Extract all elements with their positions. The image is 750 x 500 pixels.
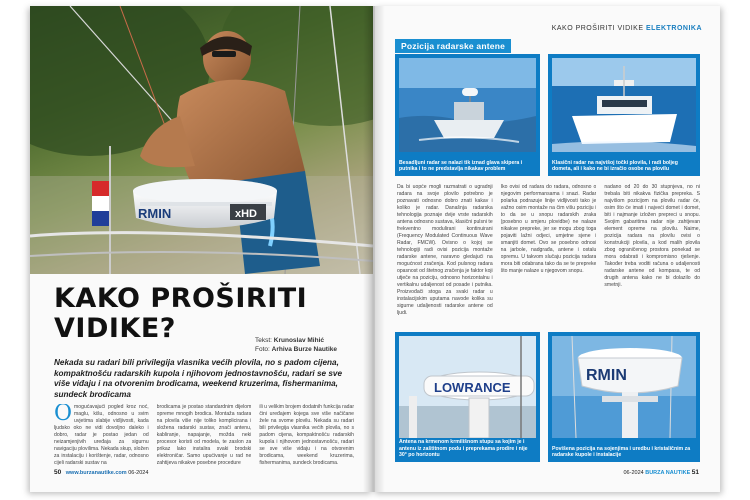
photo-box-3 bbox=[395, 332, 540, 462]
left-page bbox=[30, 6, 373, 492]
article-credits bbox=[255, 336, 337, 354]
hero-photo-illustration bbox=[30, 6, 373, 274]
hero-radar-brand: RMIN bbox=[138, 206, 172, 221]
section-label: Pozicija radarske antene bbox=[395, 39, 511, 53]
photo-4-image bbox=[552, 336, 696, 438]
running-head-prefix: KAKO PROŠIRITI VIDIKE bbox=[551, 25, 644, 32]
right-folio-brand: BURZA NAUTIKE bbox=[645, 470, 691, 476]
photo-box-1 bbox=[395, 54, 540, 176]
dropcap: O bbox=[54, 404, 73, 426]
left-body-col-3: ili u velikim brojem dodatnih funkcija radar čini uređajem kojega sve više načičane žele na svome plovilu. Nekada su radari bili privilegija vlasnika većih plovila, no s padom cijena, kompaktnošću radarskih kupola i njihovom jednostavnošću, radari se sve više viđaju i na otvorenim brodicama, weekend kruzerima, fishermanima, sundeck brodicama. bbox=[259, 404, 355, 466]
left-folio bbox=[54, 469, 148, 476]
article-title: KAKO PROŠIRITI VIDIKE? bbox=[54, 283, 308, 344]
right-page-number: 51 bbox=[691, 469, 699, 476]
hero-radar-model: xHD bbox=[235, 208, 258, 220]
right-folio-issue: 06-2024 bbox=[623, 470, 644, 476]
photo-3-caption: Antena na krmenom krmilišnom stupu sa kojim je i antenu iz zaštitnom podu i preprekama prodire i nije 30° po horizontu bbox=[399, 439, 528, 459]
photo-3-image bbox=[399, 336, 536, 438]
photo-1-image bbox=[399, 58, 536, 152]
left-folio-site: www.burzanautike.com bbox=[65, 470, 127, 476]
left-body-col-2: brodicama je postao standardnim dijelom opreme mnogih brodica. Montaža radara na plovila više nije toliko komplicirana i složena radarski sustav, znači antenu, kabliranje, napajanje, možda neki procesor koristi od modela, te zaslon za prikaz lako instalira svaki brodski elektroničar. Samo upućivanje u rad ne zahtijeva nikakve posebne procedure bbox=[156, 404, 252, 466]
right-folio bbox=[624, 469, 703, 476]
credit-text-label: Tekst: bbox=[255, 337, 272, 344]
right-page bbox=[373, 6, 720, 492]
running-head bbox=[552, 25, 702, 32]
photo-box-2 bbox=[548, 54, 700, 176]
left-body-col-1-text: mogućavajući pogled kroz noć, maglu, kišu, odnosno u svim uvjetima slabije vidljivosti, kada ljudsko oko ne vidi dovoljno daleko i dobro, radar je postao jedan od neizamjenjivih uređaja za sigurnu navigaciju plovilima. Nekada skup, složen za instalaciju i korištenje, radar, odnosno cijeli radarski sustav na bbox=[54, 404, 149, 466]
right-body-col-1: Da bi uopće mogli razmatrati o ugradnji radara na svoje plovilo potrebno je poznavati odnosno dobro znati kakav i koliko je radar. Današnja radarska tehnologija poznaje dvije vrste radarskih antena odnosno sustava, klasični pulsni te frekventno modulirani kontinuirani (Frequency Modulated Continuous Wave Radar, FMCW). Ovisno o kojoj se tehnologiji radi ovisi pozicija montaže radarske antene, naravno gledajući na mogućnost zračenja. Kod pulsnog radara opasnost od štetnog zračenja je faktor koji utječe na poziciju, odnosno horizontalnu i vertikalnu udaljenost od posade i putnika. Proizvođači stoga za svaki radar u instalacijskim uputama navode kolika su sigurne udaljenosti radarske antene od ljudi. bbox=[397, 184, 493, 316]
photo-box-4 bbox=[548, 332, 700, 462]
left-body-col-1 bbox=[54, 404, 149, 470]
photo-4-brand: RMIN bbox=[586, 367, 627, 384]
magazine-spread bbox=[30, 6, 720, 492]
photo-2-caption: Klasični radar na najvišoj točki plovila, i radi boljeg dometa, ali i kako ne bi izračio osobe na plovilu bbox=[552, 159, 678, 173]
article-lead: Nekada su radari bili privilegija vlasnika većih plovila, no s padom cijena, kompaktnošću radarskih kupola i njihovom jednostavnošću, radari se sve više viđaju i na otvorenim brodicama, weekend kruzerima, fishermanima, sundeck brodicama bbox=[54, 358, 343, 399]
photo-1-caption: Besadljuni radar se nalazi tik iznad glava skipera i putnika i to ne predstavlja nikakav problem bbox=[399, 159, 523, 173]
credit-text-author: Krunoslav Mihić bbox=[273, 337, 325, 344]
credit-photo-author: Arhiva Burze Nautike bbox=[271, 346, 338, 353]
photo-4-caption: Povišena pozicija na sojenjima i uredbu i kristaličnim za radarske kupole i instalacije bbox=[552, 445, 691, 459]
right-body-columns bbox=[397, 184, 700, 328]
photo-1-illustration bbox=[399, 58, 536, 152]
right-body-col-2: Iko ovisi od radara do radara, odnosno o njegovim performansama i snazi. Radar polarka podrazuje linije vidljivosti tako je važno osim montaže na čim višu poziciju i to da se u snopu radarskih zraka (posebno u smjeru plovidbe) ne nalaze nikakve prepreke, jer se mogu zbog toga pojaviti lažni odjeci, umjetne sjene i smanjiti domet. Ovo se posebno odnosi na jarbole, nadgrađa, antene i ostalu opremu. U takvom slučaju pozicija radara mora biti odabrana tako da se te prepreke što manje nalaze u njegovom snopu. bbox=[500, 184, 597, 274]
right-body-col-3: nadano od 20 do 30 stupnjeva, no ni trebala biti nikakva fizička prepreka. S najvišom pozicijom na plovilu radar će, osim što će imati i najveći domet i domet, biti i najmanje izložen prepreci u snopu. Svojim gabaritima radar nije zahtjevan element opreme na plovilu. Naime, pozicija radara na plovilu ovisi o konstrukciji plovila, a kod malih plovila zbog ograničenog prostora ponekad se mora odabrati i kompromisno rješenje. Također treba voditi računa o udaljenosti radarske antene od kompasa, te od drugih antena kako ne bi dolazilo do smetnji. bbox=[604, 184, 701, 288]
running-head-section: ELEKTRONIKA bbox=[645, 25, 702, 32]
left-folio-issue: 06-2024 bbox=[128, 470, 149, 476]
credit-photo-label: Foto: bbox=[255, 346, 270, 353]
left-page-number: 50 bbox=[54, 469, 62, 476]
photo-2-image bbox=[552, 58, 696, 152]
hero-photo bbox=[30, 6, 373, 274]
photo-2-illustration bbox=[552, 58, 696, 152]
photo-3-brand: LOWRANCE bbox=[434, 380, 511, 395]
photo-3-illustration bbox=[399, 336, 536, 438]
photo-4-illustration bbox=[552, 336, 696, 438]
left-body-columns bbox=[54, 404, 354, 470]
